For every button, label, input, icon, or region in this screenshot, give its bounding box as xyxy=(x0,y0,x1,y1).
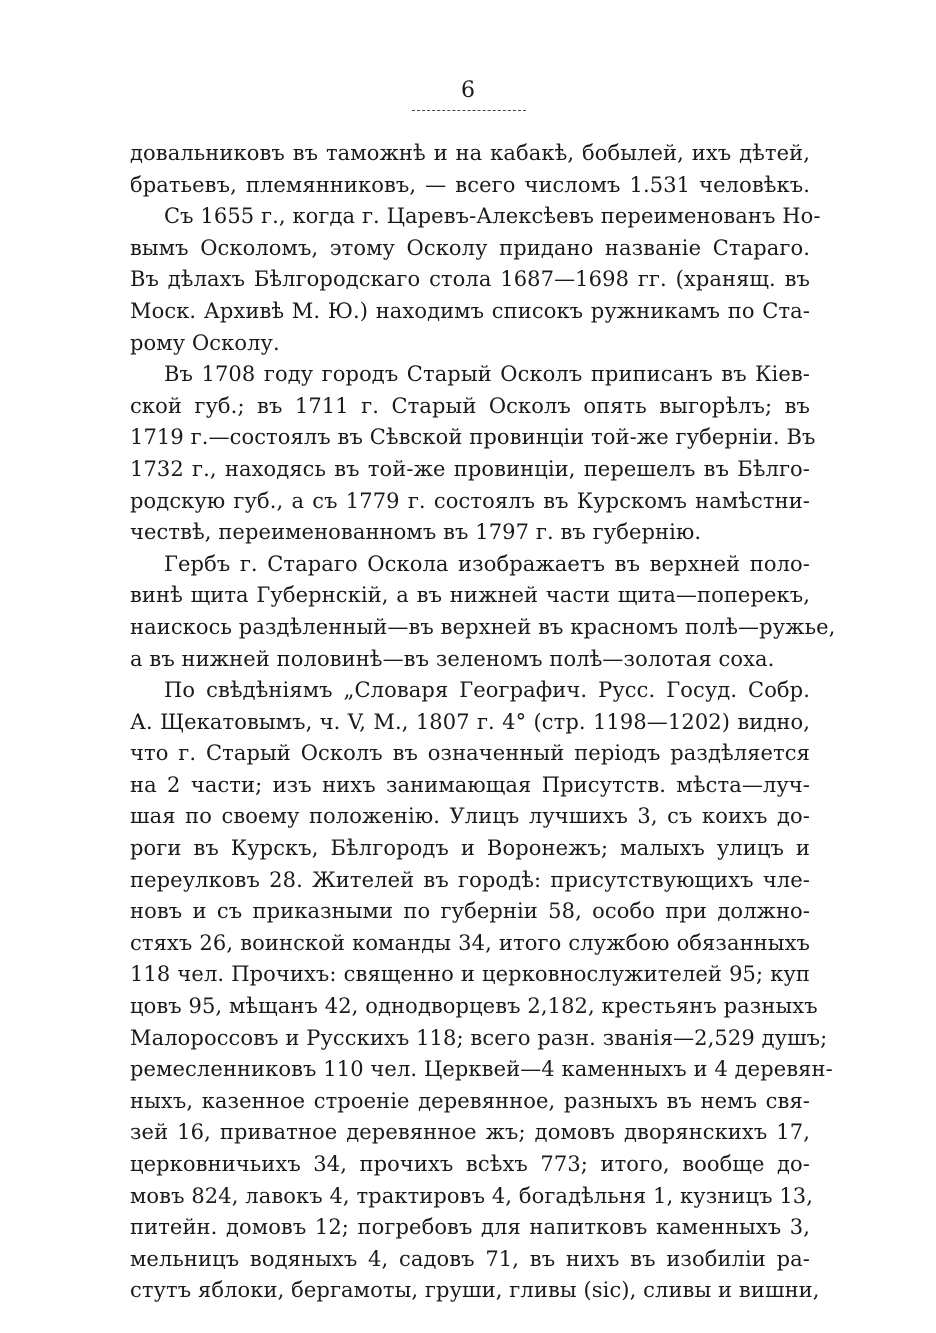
text-line: винѣ щита Губернскій, а въ нижней части щита—поперекъ, xyxy=(130,583,810,608)
text-line: ской губ.; въ 1711 г. Старый Осколъ опять выгорѣлъ; въ xyxy=(130,393,810,418)
text-line: 118 чел. Прочихъ: священно и церковнослужителей 95; куп xyxy=(130,962,810,987)
text-line: 1732 г., находясь въ той-же провинціи, перешелъ въ Бѣлго- xyxy=(130,456,810,481)
text-line: рому Осколу. xyxy=(130,330,280,355)
text-line: Гербъ г. Стараго Оскола изображаетъ въ верхней поло- xyxy=(164,551,810,576)
text-line: родскую губ., а съ 1779 г. состоялъ въ Курскомъ намѣстни- xyxy=(130,488,810,513)
text-line: наискось раздѣленный—въ верхней въ красномъ полѣ—ружье, xyxy=(130,614,836,639)
text-line: а въ нижней половинѣ—въ зеленомъ полѣ—золотая соха. xyxy=(130,646,775,671)
page-number: 6 xyxy=(461,78,475,103)
page-number-rule xyxy=(412,110,526,111)
text-line: довальниковъ въ таможнѣ и на кабакѣ, бобылей, ихъ дѣтей, xyxy=(130,141,810,165)
text-line: переулковъ 28. Жителей въ городѣ: присутствующихъ чле- xyxy=(130,867,810,892)
text-line: питейн. домовъ 12; погребовъ для напитковъ каменныхъ 3, xyxy=(130,1215,810,1240)
text-line: Съ 1655 г., когда г. Царевъ-Алексѣевъ переименованъ Но- xyxy=(164,204,821,229)
text-line: Въ дѣлахъ Бѣлгородскаго стола 1687—1698 гг. (хранящ. въ xyxy=(130,267,810,292)
text-line: роги въ Курскъ, Бѣлгородъ и Воронежъ; малыхъ улицъ и xyxy=(130,836,810,861)
text-line: новъ и съ приказными по губерніи 58, особо при должно- xyxy=(130,899,810,924)
text-line: Моск. Архивѣ М. Ю.) находимъ списокъ ружникамъ по Ста- xyxy=(130,298,810,323)
text-line: стяхъ 26, воинской команды 34, итого службою обязанныхъ xyxy=(130,930,810,955)
text-line: на 2 части; изъ нихъ занимающая Присутств. мѣста—луч- xyxy=(130,772,810,797)
text-line: Малороссовъ и Русскихъ 118; всего разн. званія—2,529 душъ; xyxy=(130,1025,828,1050)
text-line: вымъ Осколомъ, этому Осколу придано названіе Стараго. xyxy=(130,235,810,260)
text-line: Въ 1708 году городъ Старый Осколъ приписанъ въ Кіев- xyxy=(164,362,810,387)
text-line: шая по своему положенію. Улицъ лучшихъ 3, съ коихъ до- xyxy=(130,804,810,829)
text-line: церковничьихъ 34, прочихъ всѣхъ 773; итого, вообще до- xyxy=(130,1152,810,1176)
text-line: стутъ яблоки, бергамоты, груши, гливы (sic), сливы и вишни, xyxy=(130,1278,820,1303)
text-line: мовъ 824, лавокъ 4, трактировъ 4, богадѣльня 1, кузницъ 13, xyxy=(130,1183,814,1208)
text-line: мельницъ водяныхъ 4, садовъ 71, въ нихъ въ изобиліи ра- xyxy=(130,1246,810,1271)
text-line: По свѣдѣніямъ „Словаря Географич. Русс. Госуд. Собр. xyxy=(164,678,810,703)
text-line: ремесленниковъ 110 чел. Церквей—4 каменныхъ и 4 деревян- xyxy=(130,1057,833,1082)
text-line: 1719 г.—состоялъ въ Сѣвской провинціи той-же губерніи. Въ xyxy=(130,425,816,450)
text-line: цовъ 95, мѣщанъ 42, однодворцевъ 2,182, крестьянъ разныхъ xyxy=(130,994,818,1019)
text-line: А. Щекатовымъ, ч. V, М., 1807 г. 4° (стр. 1198—1202) видно, xyxy=(130,709,810,734)
text-line: чествѣ, переименованномъ въ 1797 г. въ губернію. xyxy=(130,520,702,545)
text-line: зей 16, приватное деревянное жъ; домовъ дворянскихъ 17, xyxy=(130,1120,810,1145)
text-line: что г. Старый Осколъ въ означенный періодъ раздѣляется xyxy=(130,741,810,766)
text-line: братьевъ, племянниковъ, — всего числомъ 1.531 человѣкъ. xyxy=(130,172,810,197)
body-text xyxy=(130,138,836,1307)
text-line: ныхъ, казенное строеніе деревянное, разныхъ въ немъ свя- xyxy=(130,1088,810,1113)
